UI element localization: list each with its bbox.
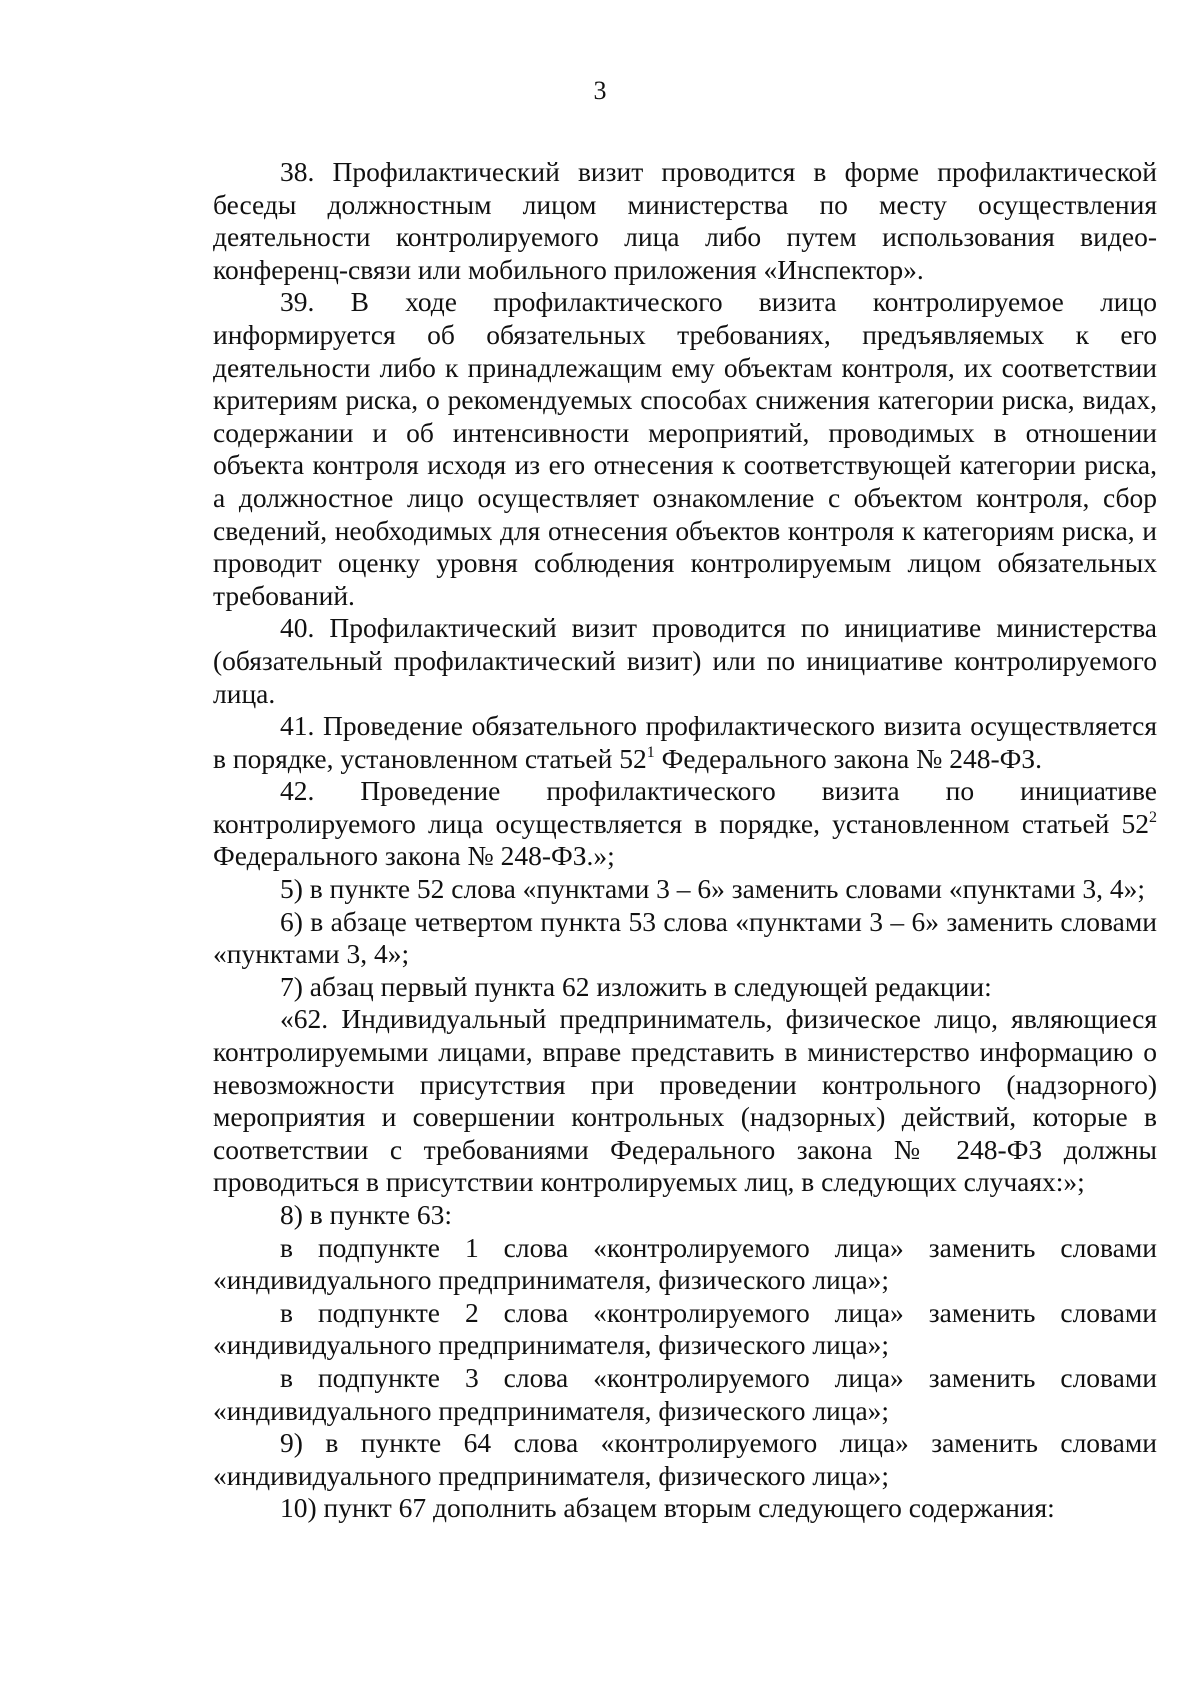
amendment-item-8: 8) в пункте 63: (280, 1199, 453, 1230)
amendment-item-9: 9) в пункте 64 слова «контролируемого лица» заменить словами «индивидуального предпринимателя, физического лица»; (213, 1427, 1157, 1491)
amendment-item-10: 10) пункт 67 дополнить абзацем вторым следующего содержания: (280, 1492, 1055, 1524)
amendment-item-6: 6) в абзаце четвертом пункта 53 слова «пунктами 3 – 6» заменить словами «пунктами 3, 4»; (213, 905, 1157, 970)
paragraph-39: 39. В ходе профилактического визита контролируемое лицо информируется об обязательных требованиях, предъявляемых к его деятельности либо к принадлежащим ему объектам контроля, их соответствии критериям риска, о рекомендуемых способах снижения категории риска, видах, содержании и об интенсивности мероприятий, проводимых в отношении объекта контроля исходя из его отнесения к соответствующей категории риска, а должностное лицо осуществляет ознакомление с объектом контроля, сбор сведений, необходимых для отнесения объектов контроля к категориям риска, и проводит оценку уровня соблюдения контролируемым лицом обязательных требований. (213, 286, 1157, 611)
paragraph-42-text-start: 42. Проведение профилактического визита по инициативе контролируемого лица осуществляется в порядке, установленном статьей 52 (213, 775, 1157, 839)
paragraph-41-superscript: 1 (646, 743, 655, 761)
subitem-1-change: в подпункте 1 слова «контролируемого лица» заменить словами «индивидуального предпринимателя, физического лица»; (213, 1231, 1157, 1296)
paragraph-41-text-start: 41. Проведение обязательного профилактического визита осуществляется в порядке, установленном статьей 52 (213, 710, 1157, 774)
paragraph-42-text-end: Федерального закона № 248-ФЗ.»; (213, 840, 615, 872)
page-number: 3 (593, 76, 607, 105)
document-body (213, 156, 1157, 1525)
subitem-3-change: в подпункте 3 слова «контролируемого лица» заменить словами «индивидуального предпринимателя, физического лица»; (213, 1361, 1157, 1426)
paragraph-42-superscript: 2 (1149, 808, 1157, 826)
paragraph-41-text-end: Федерального закона № 248-ФЗ. (654, 742, 1043, 774)
amendment-item-5: 5) в пункте 52 слова «пунктами 3 – 6» заменить словами «пунктами 3, 4»; (280, 873, 1145, 905)
paragraph-42 (213, 775, 1157, 873)
amendment-item-7: 7) абзац первый пункта 62 изложить в следующей редакции: (280, 970, 992, 1002)
paragraph-62-new-text: «62. Индивидуальный предприниматель, физическое лицо, являющиеся контролируемыми лицами, вправе представить в министерство информацию о невозможности присутствия при проведении контрольного (надзорного) мероприятия и совершении контрольных (надзорных) действий, которые в соответствии с требованиями Федерального закона № 248-ФЗ должны проводиться в присутствии контролируемых лиц, в следующих случаях:»; (213, 1003, 1157, 1198)
paragraph-41 (213, 710, 1157, 775)
paragraph-40: 40. Профилактический визит проводится по инициативе министерства (обязательный профилактический визит) или по инициативе контролируемого лица. (213, 612, 1157, 709)
subitem-2-change: в подпункте 2 слова «контролируемого лица» заменить словами «индивидуального предпринимателя, физического лица»; (213, 1296, 1157, 1361)
paragraph-38: 38. Профилактический визит проводится в форме профилактической беседы должностным лицом министерства по месту осуществления деятельности контролируемого лица либо путем использования видео-конференц-связи или мобильного приложения «Инспектор». (213, 156, 1157, 285)
